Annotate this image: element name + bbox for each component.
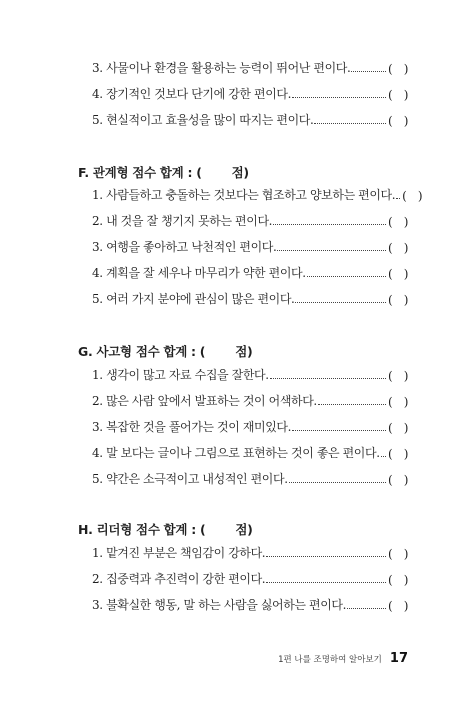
- section-points: 점): [235, 344, 253, 359]
- dot-leader: [307, 276, 386, 277]
- answer-box[interactable]: ( ): [388, 114, 408, 128]
- checklist-item: [92, 443, 408, 461]
- checklist-item: [92, 569, 408, 587]
- dot-leader: [295, 302, 386, 303]
- page-footer: [278, 651, 408, 666]
- item-text: 1. 맡겨진 부분은 책임감이 강하다.: [92, 546, 266, 560]
- answer-box[interactable]: ( ): [388, 369, 408, 383]
- dot-leader: [381, 456, 386, 457]
- dot-leader: [292, 430, 386, 431]
- section-points: 점): [231, 165, 249, 180]
- dot-leader: [351, 71, 386, 72]
- checklist-item: [92, 110, 408, 128]
- answer-box[interactable]: ( ): [388, 395, 408, 409]
- dot-leader: [266, 556, 386, 557]
- checklist-item: [92, 543, 408, 561]
- checklist-item: [92, 263, 408, 281]
- checklist-item: [92, 595, 408, 613]
- checklist-item: [92, 417, 408, 435]
- item-text: 2. 많은 사람 앞에서 발표하는 것이 어색하다.: [92, 394, 317, 408]
- dot-leader: [292, 97, 386, 98]
- checklist-item: [92, 365, 408, 383]
- dot-leader: [314, 123, 386, 124]
- checklist-item: [92, 237, 408, 255]
- item-text: 3. 여행을 좋아하고 낙천적인 편이다.: [92, 240, 277, 254]
- item-text: 4. 장기적인 것보다 단기에 강한 편이다.: [92, 87, 292, 101]
- answer-box[interactable]: ( ): [402, 189, 423, 203]
- answer-box[interactable]: ( ): [388, 267, 408, 281]
- item-text: 3. 불확실한 행동, 말 하는 사람을 싫어하는 편이다.: [92, 598, 347, 612]
- section-title: F. 관계형 점수 합계 : (: [78, 165, 202, 180]
- item-text: 1. 생각이 많고 자료 수집을 잘한다.: [92, 368, 269, 382]
- answer-box[interactable]: ( ): [388, 421, 408, 435]
- answer-box[interactable]: ( ): [388, 573, 408, 587]
- answer-box[interactable]: ( ): [388, 215, 408, 229]
- section-header-leader: [78, 520, 253, 538]
- dot-leader: [318, 404, 386, 405]
- dot-leader: [347, 608, 386, 609]
- page-number: 17: [389, 651, 408, 666]
- checklist-item: [92, 211, 408, 229]
- section-header-relationship: [78, 163, 249, 181]
- item-text: 4. 계획을 잘 세우나 마무리가 약한 편이다.: [92, 266, 306, 280]
- answer-box[interactable]: ( ): [388, 62, 408, 76]
- checklist-item: [92, 58, 408, 76]
- item-text: 2. 내 것을 잘 챙기지 못하는 편이다.: [92, 214, 273, 228]
- item-text: 3. 복잡한 것을 풀어가는 것이 재미있다.: [92, 420, 292, 434]
- checklist-item: [92, 391, 408, 409]
- item-text: 5. 약간은 소극적이고 내성적인 편이다.: [92, 472, 288, 486]
- item-text: 2. 집중력과 추진력이 강한 편이다.: [92, 572, 266, 586]
- dot-leader: [277, 250, 386, 251]
- answer-box[interactable]: ( ): [388, 599, 408, 613]
- answer-box[interactable]: ( ): [388, 293, 408, 307]
- section-points: 점): [235, 522, 253, 537]
- dot-leader: [270, 378, 386, 379]
- section-title: H. 리더형 점수 합계 : (: [78, 522, 206, 537]
- dot-leader: [396, 198, 400, 199]
- item-text: 5. 현실적이고 효율성을 많이 따지는 편이다.: [92, 113, 314, 127]
- checklist-item: [92, 289, 408, 307]
- answer-box[interactable]: ( ): [388, 241, 408, 255]
- dot-leader: [273, 224, 386, 225]
- chapter-title: 1편 나를 조명하여 알아보기: [278, 655, 382, 665]
- answer-box[interactable]: ( ): [388, 447, 408, 461]
- dot-leader: [289, 482, 386, 483]
- item-text: 3. 사물이나 환경을 활용하는 능력이 뛰어난 편이다.: [92, 61, 351, 75]
- dot-leader: [266, 582, 386, 583]
- item-text: 1. 사람들하고 충돌하는 것보다는 협조하고 양보하는 편이다.: [92, 188, 396, 202]
- item-text: 5. 여러 가지 분야에 관심이 많은 편이다.: [92, 292, 295, 306]
- checklist-item: [92, 185, 423, 203]
- checklist-item: [92, 469, 408, 487]
- section-header-thinking: [78, 342, 252, 360]
- checklist-item: [92, 84, 408, 102]
- answer-box[interactable]: ( ): [388, 547, 408, 561]
- section-title: G. 사고형 점수 합계 : (: [78, 344, 206, 359]
- answer-box[interactable]: ( ): [388, 88, 408, 102]
- item-text: 4. 말 보다는 글이나 그림으로 표현하는 것이 좋은 편이다.: [92, 446, 380, 460]
- answer-box[interactable]: ( ): [388, 473, 408, 487]
